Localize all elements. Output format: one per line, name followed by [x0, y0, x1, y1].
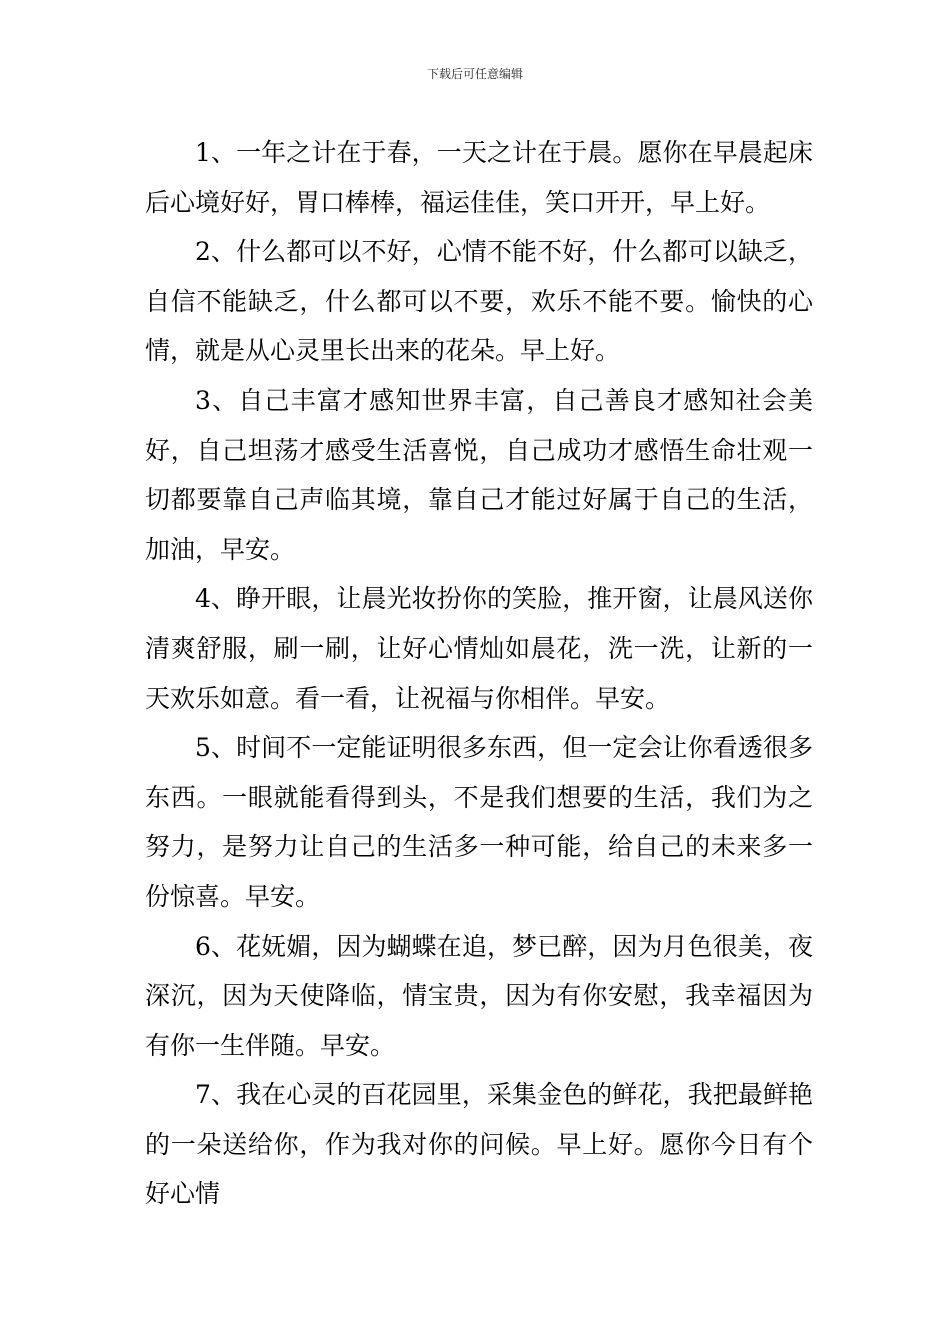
paragraph-1: 1、一年之计在于春，一天之计在于晨。愿你在早晨起床后心境好好，胃口棒棒，福运佳佳，笑口开开，早上好。 [145, 138, 813, 217]
header-note: 下载后可任意编辑 [426, 67, 523, 81]
document-body [145, 128, 813, 1219]
paragraph-6: 6、花妩媚，因为蝴蝶在追，梦已醉，因为月色很美，夜深沉，因为天使降临，情宝贵，因为有你安慰，我幸福因为有你一生伴随。早安。 [145, 931, 813, 1060]
paragraph-4: 4、睁开眼，让晨光妆扮你的笑脸，推开窗，让晨风送你清爽舒服，刷一刷，让好心情灿如晨花，洗一洗，让新的一天欢乐如意。看一看，让祝福与你相伴。早安。 [145, 584, 813, 713]
paragraph-3: 3、自己丰富才感知世界丰富，自己善良才感知社会美好，自己坦荡才感受生活喜悦，自己成功才感悟生命壮观一切都要靠自己声临其境，靠自己才能过好属于自己的生活，加油，早安。 [145, 385, 813, 564]
paragraph-7: 7、我在心灵的百花园里，采集金色的鲜花，我把最鲜艳的一朵送给你，作为我对你的问候。早上好。愿你今日有个好心情 [145, 1080, 813, 1209]
paragraph-2: 2、什么都可以不好，心情不能不好，什么都可以缺乏，自信不能缺乏，什么都可以不要，欢乐不能不要。愉快的心情，就是从心灵里长出来的花朵。早上好。 [145, 237, 813, 366]
paragraph-5: 5、时间不一定能证明很多东西，但一定会让你看透很多东西。一眼就能看得到头，不是我们想要的生活，我们为之努力，是努力让自己的生活多一种可能，给自己的未来多一份惊喜。早安。 [145, 733, 813, 911]
